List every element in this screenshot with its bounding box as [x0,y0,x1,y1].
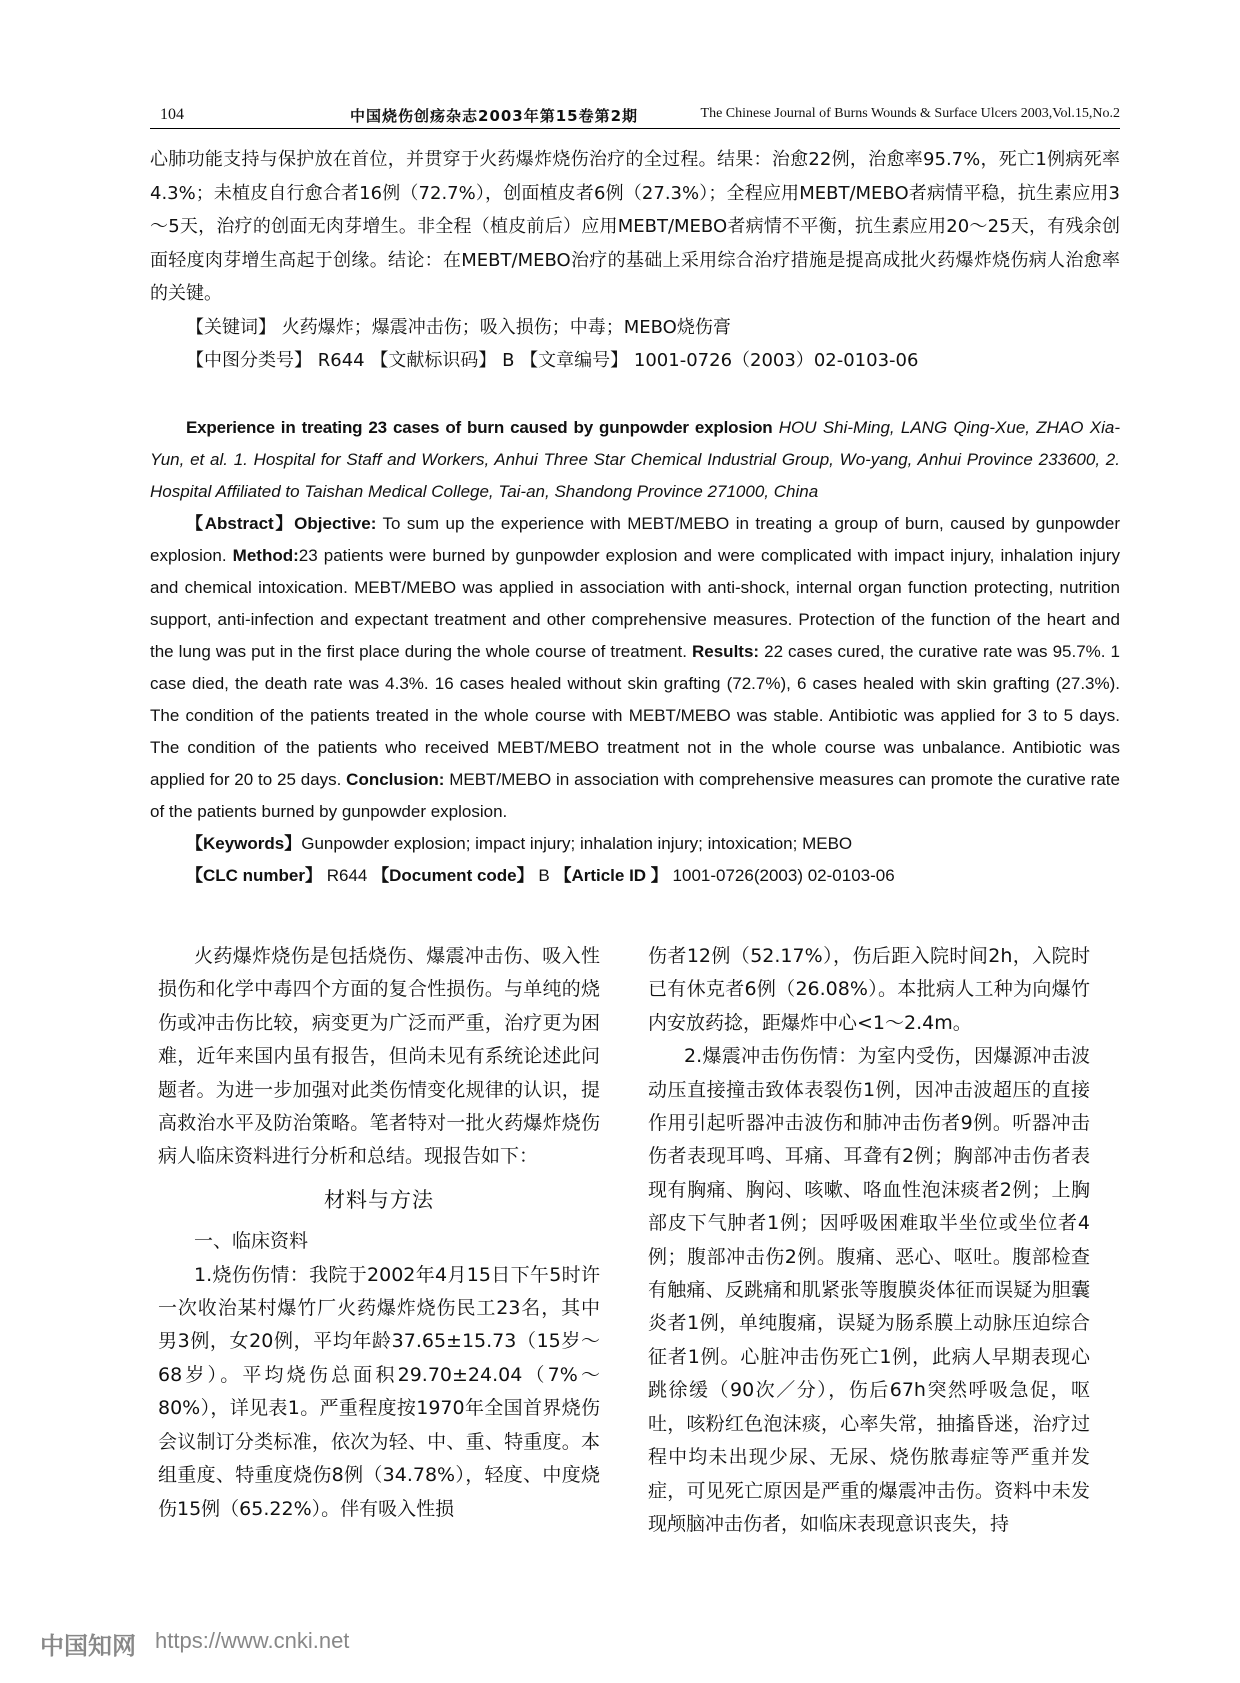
classification-cn [150,344,1120,378]
english-abstract [150,412,1120,892]
continued-paragraph: 伤者12例（52.17%），伤后距入院时间2h，入院时已有休克者6例（26.08%）。本批病人工种为向爆竹内安放药捻，距爆炸中心<1～2.4m。 [648,945,1090,1034]
header-rule [150,128,1120,129]
doc-code-cn-value: B [502,350,515,371]
english-title-authors [150,412,1120,508]
page-number: 104 [160,106,184,123]
article-id-cn-value: 1001-0726（2003）02-0103-06 [633,350,919,371]
keywords-en-value: Gunpowder explosion; impact injury; inhalation injury; intoxication; MEBO [301,834,853,853]
clc-en-value: R644 [326,866,368,885]
objective-text: To sum up the experience with MEBT/MEBO in treating a group of burn, caused by gunpowder explosion. [150,514,1120,565]
burn-injury-paragraph: 1.烧伤伤情：我院于2002年4月15日下午5时许一次收治某村爆竹厂火药爆炸烧伤民工23名，其中男3例，女20例，平均年龄37.65±15.73（15岁～68岁）。平均烧伤总面积29.70±24.04（7%～80%），详见表1。严重程度按1970年全国首界烧伤会议制订分类标准，依次为轻、中、重、特重度。本组重度、特重度烧伤8例（34.78%），轻度、中度烧伤15例（65.22%）。伴有吸入性损 [158,1263,600,1520]
doc-code-cn-label: 【文献标识码】 [370,350,497,371]
doc-code-en-value: B [538,866,550,885]
chinese-abstract [150,143,1120,378]
article-id-en-value: 1001-0726(2003) 02-0103-06 [672,866,895,885]
journal-title-cn: 中国烧伤创疡杂志2003年第15卷第2期 [350,107,639,125]
english-abstract-body [150,508,1120,828]
keywords-en [150,828,1120,860]
method-text: 23 patients were burned by gunpowder explosion and were complicated with impact injury, inhalation injury and chemical intoxication. MEBT/MEBO was applied in association with anti-shock, internal organ function protecting, nutrition support, anti-infection and expectant treatment and other comprehensive measures. Protection of the function of the heart and the lung was put in the first place during the whole course of treatment. [150,546,1120,661]
body-column-left [158,940,600,1526]
intro-paragraph: 火药爆炸烧伤是包括烧伤、爆震冲击伤、吸入性损伤和化学中毒四个方面的复合性损伤。与单纯的烧伤或冲击伤比较，病变更为广泛而严重，治疗更为困难，近年来国内虽有报告，但尚未见有系统论述此问题者。为进一步加强对此类伤情变化规律的认识，提高救治水平及防治策略。笔者特对一批火药爆炸烧伤病人临床资料进行分析和总结。现报告如下： [158,945,600,1168]
footer-watermark [40,1626,1200,1662]
cnki-url: https://www.cnki.net [155,1628,350,1653]
conclusion-label: Conclusion: [346,770,445,789]
conclusion-text: MEBT/MEBO in association with comprehensive measures can promote the curative rate of the patients burned by gunpowder explosion. [150,770,1120,821]
english-title: Experience in treating 23 cases of burn caused by gunpowder explosion [186,418,773,437]
objective-label: Objective: [294,514,377,533]
journal-title-en: The Chinese Journal of Burns Wounds & Surface Ulcers 2003,Vol.15,No.2 [700,106,1120,121]
keywords-cn-value: 火药爆炸；爆震冲击伤；吸入损伤；中毒；MEBO烧伤膏 [281,316,731,338]
doc-code-en-label: 【Document code】 [372,866,534,885]
abstract-label: 【Abstract】 [186,514,295,533]
authors-affiliations: HOU Shi-Ming, LANG Qing-Xue, ZHAO Xia-Yun, et al. 1. Hospital for Staff and Workers, Anhui Three Star Chemical Industrial Group, Wo-yang, Anhui Province 233600, 2. Hospital Affiliated to Taishan Medical College, Tai-an, Shandong Province 271000, China [150,418,1121,501]
body-column-right [648,940,1090,1541]
keywords-cn [150,311,1120,345]
keywords-cn-label: 【关键词】 [186,316,276,338]
results-label: Results: [692,642,760,661]
running-header [150,97,1120,127]
classification-en [150,860,1120,892]
section-title: 材料与方法 [324,1187,434,1212]
article-id-cn-label: 【文章编号】 [520,350,629,371]
keywords-en-label: 【Keywords】 [186,834,302,853]
method-label: Method: [232,546,299,565]
clc-en-label: 【CLC number】 [186,866,322,885]
clc-cn-value: R644 [317,350,365,371]
subsection-title: 一、临床资料 [194,1230,309,1253]
article-id-en-label: 【Article ID 】 [554,866,668,885]
cnki-logo-text: 中国知网 [40,1632,136,1660]
results-text: 22 cases cured, the curative rate was 95.7%. 1 case died, the death rate was 4.3%. 16 cases healed without skin grafting (72.7%), 6 cases healed with skin grafting (27.3%). The condition of the patients treated in the whole course with MEBT/MEBO was stable. Antibiotic was applied for 3 to 5 days. The condition of the patients who received MEBT/MEBO treatment not in the whole course was unbalance. Antibiotic was applied for 20 to 25 days. [150,642,1120,789]
clc-cn-label: 【中图分类号】 [186,350,312,371]
blast-injury-paragraph: 2.爆震冲击伤伤情：为室内受伤，因爆源冲击波动压直接撞击致体表裂伤1例，因冲击波超压的直接作用引起听器冲击波伤和肺冲击伤者9例。听器冲击伤者表现耳鸣、耳痛、耳聋有2例；胸部冲击伤者表现有胸痛、胸闷、咳嗽、咯血性泡沫痰者2例；上胸部皮下气肿者1例；因呼吸困难取半坐位或坐位者4例；腹部冲击伤2例。腹痛、恶心、呕吐。腹部检查有触痛、反跳痛和肌紧张等腹膜炎体征而误疑为胆囊炎者1例，单纯腹痛，误疑为肠系膜上动脉压迫综合征者1例。心脏冲击伤死亡1例，此病人早期表现心跳徐缓（90次／分），伤后67h突然呼吸急促，呕吐，咳粉红色泡沫痰，心率失常，抽搐昏迷，治疗过程中均未出现少尿、无尿、烧伤脓毒症等严重并发症，可见死亡原因是严重的爆震冲击伤。资料中未发现颅脑冲击伤者，如临床表现意识丧失，持 [648,1045,1090,1535]
abstract-cn-text: 心肺功能支持与保护放在首位，并贯穿于火药爆炸烧伤治疗的全过程。结果：治愈22例，治愈率95.7%，死亡1例病死率4.3%；未植皮自行愈合者16例（72.7%），创面植皮者6例（27.3%）；全程应用MEBT/MEBO者病情平稳，抗生素应用3～5天，治疗的创面无肉芽增生。非全程（植皮前后）应用MEBT/MEBO者病情不平衡，抗生素应用20～25天，有残余创面轻度肉芽增生高起于创缘。结论：在MEBT/MEBO治疗的基础上采用综合治疗措施是提高成批火药爆炸烧伤病人治愈率的关键。 [150,149,1120,304]
